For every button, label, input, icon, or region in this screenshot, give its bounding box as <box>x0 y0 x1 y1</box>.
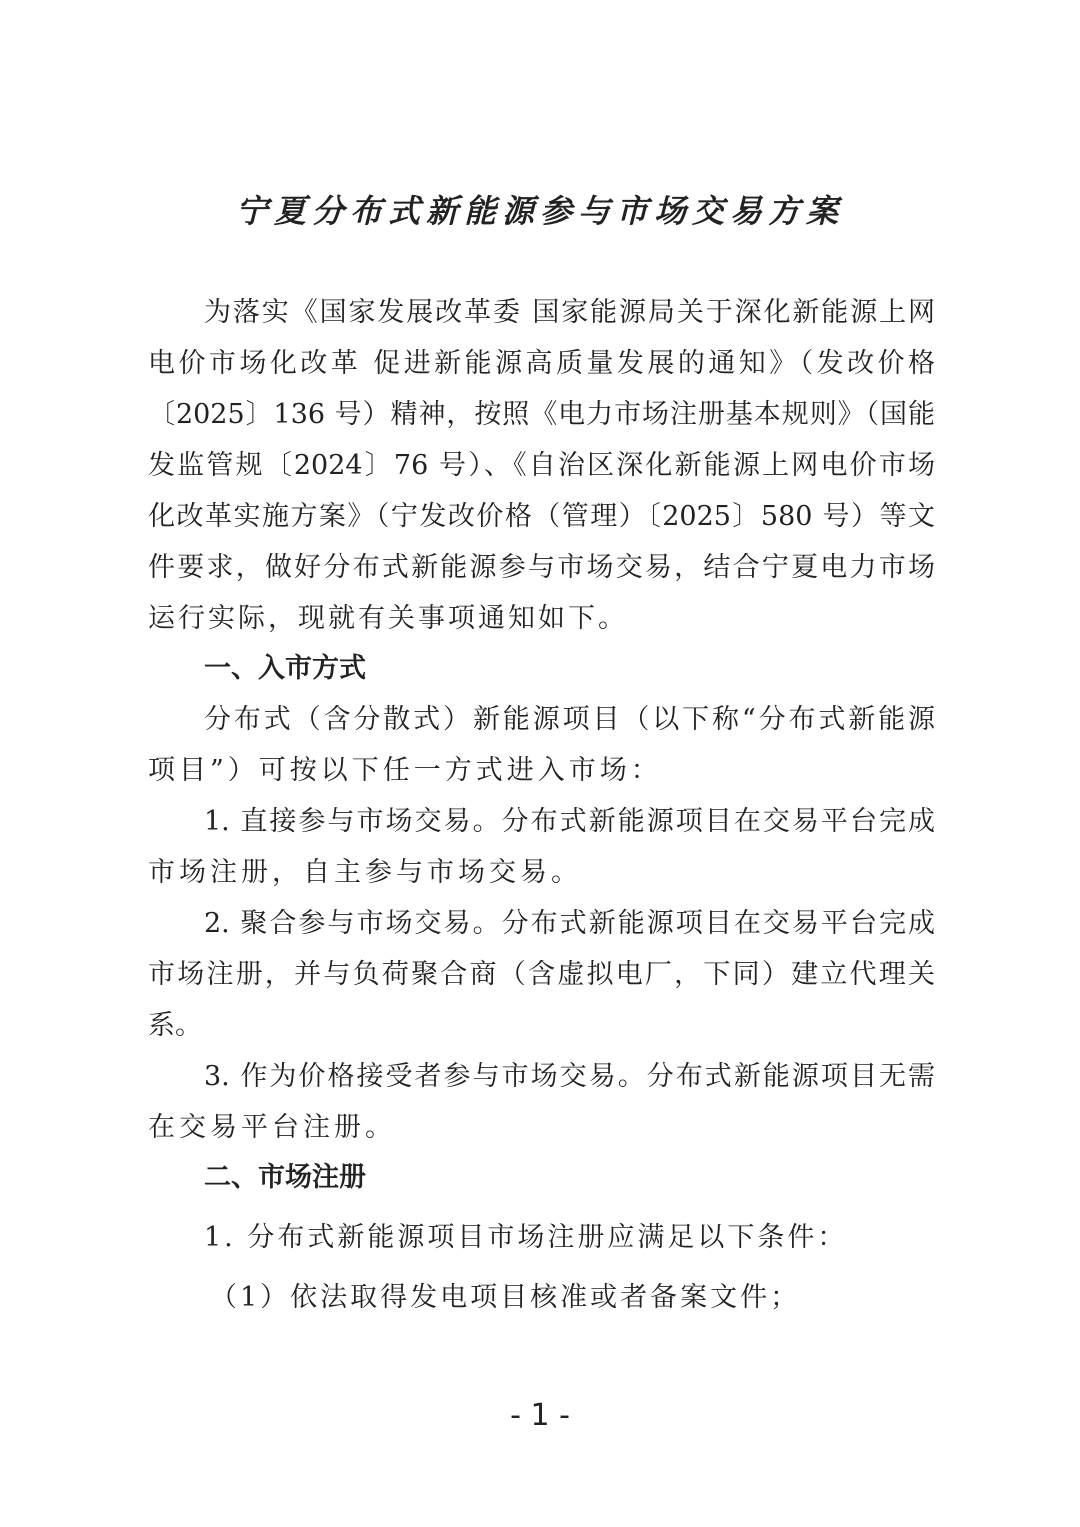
list-item-line: 3. 作为价格接受者参与市场交易。分布式新能源项目无需 <box>204 1061 935 1092</box>
page-number: - 1 - <box>510 1398 570 1433</box>
intro-line: 运行实际，现就有关事项通知如下。 <box>148 603 628 634</box>
section-heading: 一、入市方式 <box>204 653 366 684</box>
sub-item-line: （1）依法取得发电项目核准或者备案文件； <box>210 1282 801 1313</box>
intro-line: 件要求，做好分布式新能源参与市场交易，结合宁夏电力市场 <box>148 552 935 583</box>
list-item-line: 1. 直接参与市场交易。分布式新能源项目在交易平台完成 <box>204 806 935 837</box>
paragraph-line: 分布式（含分散式）新能源项目（以下称“分布式新能源 <box>204 704 935 735</box>
list-item-line: 系。 <box>148 1010 202 1041</box>
intro-line: 化改革实施方案》（宁发改价格（管理）〔2025〕580 号）等文 <box>148 501 935 532</box>
paragraph-line: 项目”）可按以下任一方式进入市场： <box>148 755 662 786</box>
intro-line: 〔2025〕136 号）精神，按照《电力市场注册基本规则》（国能 <box>148 399 935 430</box>
list-item-line: 市场注册，并与负荷聚合商（含虚拟电厂，下同）建立代理关 <box>148 959 935 990</box>
list-item-line: 2. 聚合参与市场交易。分布式新能源项目在交易平台完成 <box>204 908 935 939</box>
section-heading: 二、市场注册 <box>204 1162 366 1193</box>
intro-line: 为落实《国家发展改革委 国家能源局关于深化新能源上网 <box>204 297 935 328</box>
intro-line: 电价市场化改革 促进新能源高质量发展的通知》（发改价格 <box>148 348 935 379</box>
list-item-line: 1. 分布式新能源项目市场注册应满足以下条件： <box>204 1222 848 1253</box>
list-item-line: 市场注册，自主参与市场交易。 <box>148 857 582 888</box>
document-title: 宁夏分布式新能源参与市场交易方案 <box>235 192 844 230</box>
intro-line: 发监管规〔2024〕76 号）、《自治区深化新能源上网电价市场 <box>148 450 935 481</box>
list-item-line: 在交易平台注册。 <box>148 1112 396 1143</box>
